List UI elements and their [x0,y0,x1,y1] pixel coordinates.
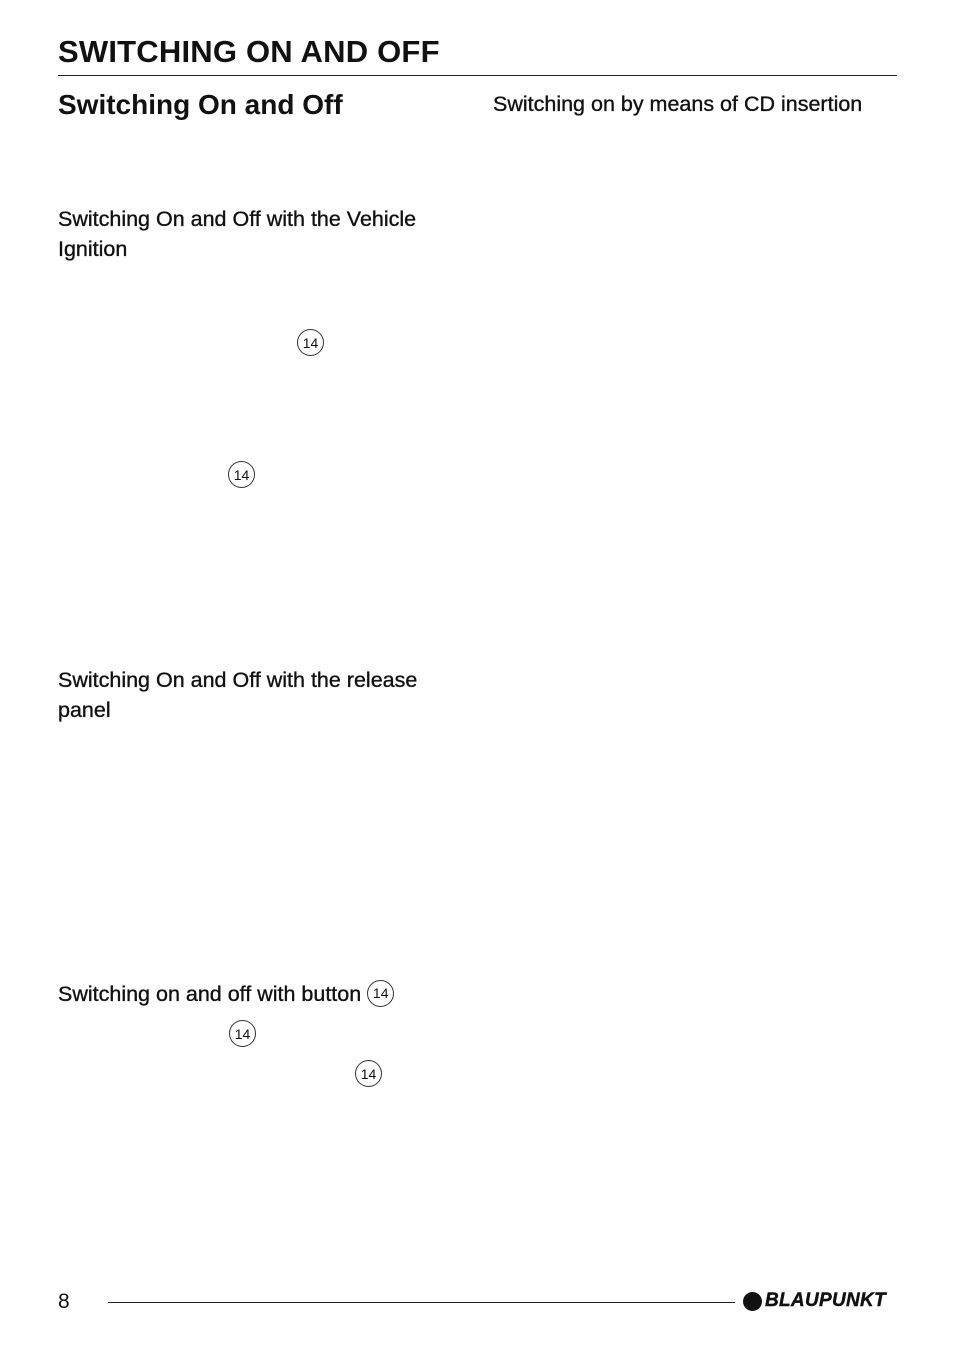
brand-logo [743,1291,886,1311]
subheading-release-panel: Switching On and Off with the release panel [58,668,418,722]
button-reference-marker: 14 [297,329,324,356]
subheading-vehicle-ignition: Switching On and Off with the Vehicle Ignition [58,207,417,261]
subheading-cd-insertion: Switching on by means of CD insertion [493,92,863,116]
page-header [58,34,897,76]
page-header-title: SWITCHING ON AND OFF [58,34,440,69]
page-footer [0,1280,954,1324]
subheading-on-off-button [58,979,478,1009]
button-reference-marker: 14 [355,1060,382,1087]
button-reference-marker: 14 [367,980,394,1007]
brand-dot-icon [743,1292,762,1311]
subheading-on-off-button-label: Switching on and off with button [58,982,362,1006]
button-reference-marker: 14 [229,1020,256,1047]
footer-rule [108,1302,735,1303]
button-reference-marker: 14 [228,461,255,488]
brand-name: BLAUPUNKT [765,1290,886,1311]
section-title: Switching On and Off [58,89,343,120]
page-number: 8 [58,1290,70,1313]
